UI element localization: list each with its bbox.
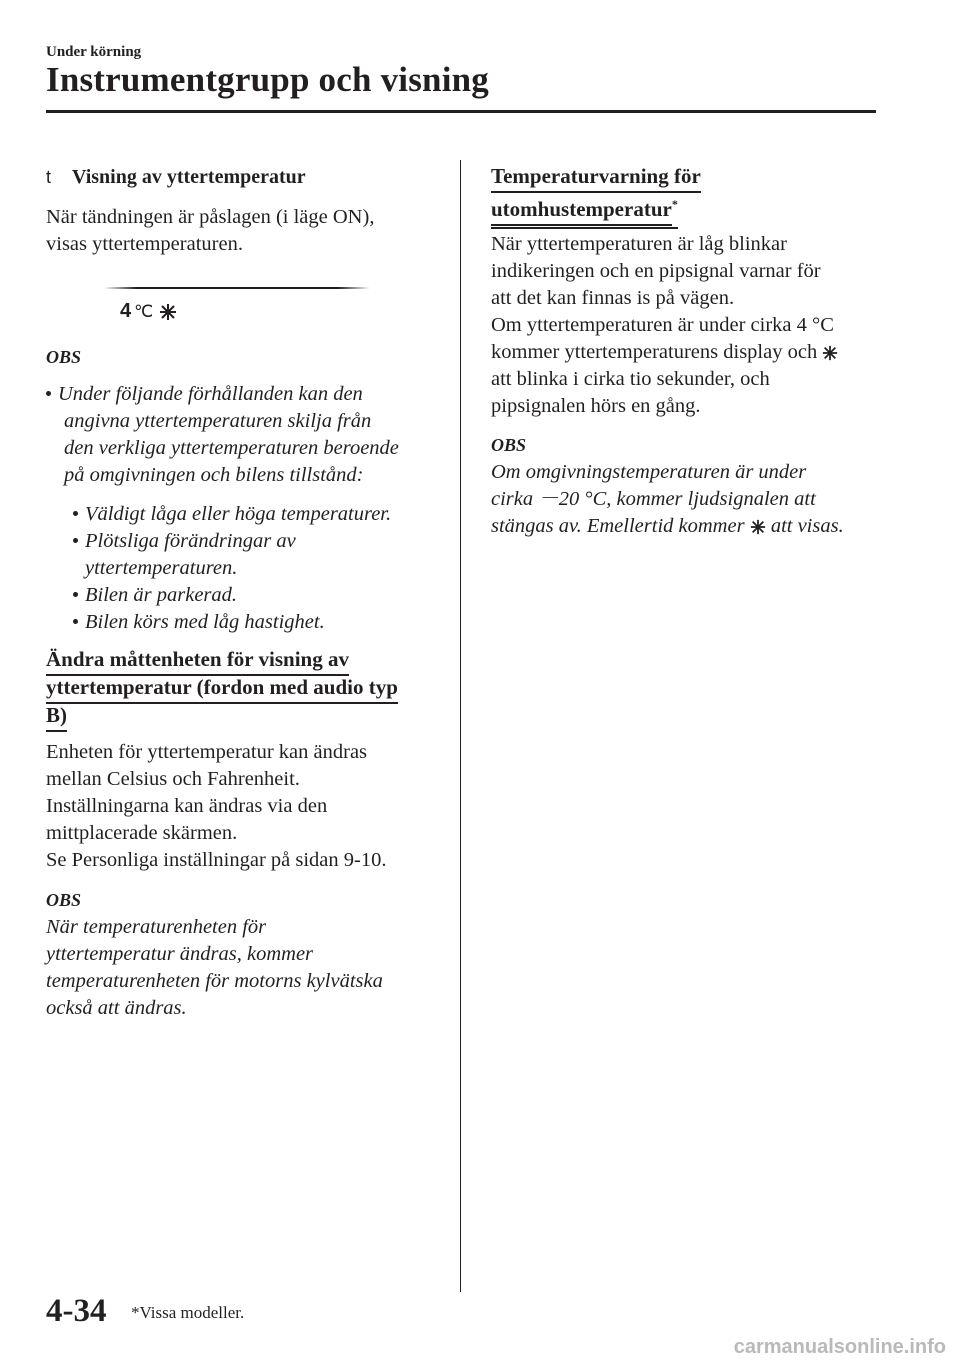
intro-line-1: När tändningen är påslagen (i läge ON), bbox=[46, 206, 375, 228]
right-body-3: att det kan finnas is på vägen. bbox=[491, 287, 735, 309]
bullet-dot bbox=[73, 538, 78, 543]
right-obs-body-2: cirka －20 °C, kommer ljudsignalen att bbox=[491, 488, 816, 510]
bullet-dot bbox=[46, 391, 51, 396]
section-label: Under körning bbox=[46, 44, 142, 60]
intro-line-2: visas yttertemperaturen. bbox=[46, 233, 243, 255]
right-obs-body-3: stängas av. Emellertid kommer att visas. bbox=[491, 515, 844, 537]
section2-body-4: mittplacerade skärmen. bbox=[46, 822, 238, 844]
section2-body-2: mellan Celsius och Fahrenheit. bbox=[46, 768, 300, 790]
section2-body-1: Enheten för yttertemperatur kan ändras bbox=[46, 741, 368, 763]
obs2-body-3: temperaturenheten för motorns kylvätska bbox=[46, 970, 383, 992]
asterisk: * bbox=[671, 197, 678, 211]
display-readout bbox=[120, 298, 177, 326]
bullet-dot bbox=[73, 619, 78, 624]
snowflake-icon bbox=[750, 519, 766, 535]
obs-label: OBS bbox=[46, 347, 82, 367]
sub-bullet-3: Bilen är parkerad. bbox=[73, 582, 237, 609]
right-body-2: indikeringen och en pipsignal varnar för bbox=[491, 260, 821, 282]
obs2-body-1: När temperaturenheten för bbox=[46, 916, 267, 938]
section2-body-5: Se Personliga inställningar på sidan 9-10. bbox=[46, 849, 387, 871]
snowflake-icon bbox=[159, 303, 177, 321]
right-body-1: När yttertemperaturen är låg blinkar bbox=[491, 233, 787, 255]
header-rule bbox=[46, 110, 876, 113]
sub-bullet-2-cont: yttertemperaturen. bbox=[85, 557, 238, 579]
display-rule bbox=[104, 287, 370, 289]
obs-bullet-line-2: angivna yttertemperaturen skilja från bbox=[64, 410, 372, 432]
snowflake-icon bbox=[822, 345, 838, 361]
bullet-dot bbox=[73, 592, 78, 597]
right-body-6: att blinka i cirka tio sekunder, och bbox=[491, 368, 770, 390]
right-body-4: Om yttertemperaturen är under cirka 4 °C bbox=[491, 314, 834, 336]
section2-heading-line-1: Ändra måttenheten för visning av bbox=[46, 645, 349, 676]
temperature-display bbox=[104, 287, 370, 327]
column-divider bbox=[460, 160, 461, 1292]
page-number: 4-34 bbox=[46, 1293, 107, 1329]
right-body-5: kommer yttertemperaturens display och bbox=[491, 339, 838, 366]
right-heading-line-1: Temperaturvarning för bbox=[491, 162, 701, 193]
obs2-label: OBS bbox=[46, 890, 82, 910]
section2-heading-line-2: yttertemperatur (fordon med audio typ bbox=[46, 673, 398, 704]
obs-bullet-line-3: den verkliga yttertemperaturen beroende bbox=[64, 437, 399, 459]
obs2-body-4: också att ändras. bbox=[46, 997, 187, 1019]
chapter-title: Instrumentgrupp och visning bbox=[46, 60, 490, 99]
heading-text: Visning av yttertemperatur bbox=[72, 166, 306, 188]
right-heading-line-2: utomhustemperatur* bbox=[491, 190, 678, 229]
right-obs-body-1: Om omgivningstemperaturen är under bbox=[491, 461, 807, 483]
bullet-dot bbox=[73, 511, 78, 516]
sub-bullet-1: Väldigt låga eller höga temperaturer. bbox=[73, 501, 391, 528]
footnote: *Vissa modeller. bbox=[131, 1303, 245, 1322]
sub-bullet-4: Bilen körs med låg hastighet. bbox=[73, 609, 325, 636]
right-obs-label: OBS bbox=[491, 435, 527, 455]
obs-bullet-line-1: Under följande förhållanden kan den bbox=[46, 381, 363, 408]
display-unit: ℃ bbox=[134, 302, 154, 321]
display-temperature: 4 bbox=[120, 300, 132, 322]
sub-bullet-2: Plötsliga förändringar av bbox=[73, 528, 296, 555]
section2-heading-line-3: B) bbox=[46, 701, 67, 732]
section2-body-3: Inställningarna kan ändras via den bbox=[46, 795, 328, 817]
obs2-body-2: yttertemperatur ändras, kommer bbox=[46, 943, 314, 965]
watermark-link[interactable]: carmanualsonline.info bbox=[733, 1336, 946, 1358]
right-body-7: pipsignalen hörs en gång. bbox=[491, 395, 701, 417]
heading-outdoor-temperature bbox=[46, 164, 306, 191]
heading-marker: t bbox=[46, 167, 52, 187]
obs-bullet-line-4: på omgivningen och bilens tillstånd: bbox=[64, 464, 364, 486]
